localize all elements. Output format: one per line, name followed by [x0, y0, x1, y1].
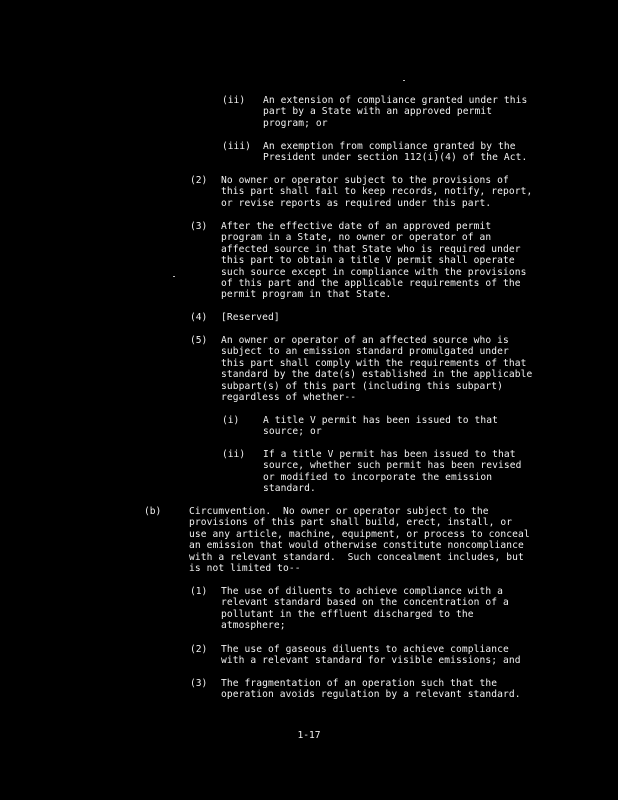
item-label: (5) — [190, 335, 208, 346]
scan-speck — [403, 80, 405, 81]
item-label: (ii) — [222, 95, 246, 106]
scan-speck — [173, 276, 175, 277]
section-label: (b) — [144, 506, 162, 517]
item-text: The use of gaseous diluents to achieve compliance with a relevant standard for visible emissions; and — [221, 644, 521, 667]
item-text: A title V permit has been issued to that source; or — [263, 415, 499, 438]
item-label: (1) — [190, 586, 208, 597]
item-label: (3) — [190, 221, 208, 232]
item-label: (i) — [222, 415, 240, 426]
item-label: (4) — [190, 312, 208, 323]
item-text: No owner or operator subject to the provisions of this part shall fail to keep records, notify, report, or revise reports as required under this part. — [221, 175, 533, 209]
item-text: The use of diluents to achieve compliance with a relevant standard based on the concentration of a pollutant in the effluent discharged to the atmosphere; — [221, 586, 509, 632]
item-text: An extension of compliance granted under this part by a State with an approved permit program; or — [263, 95, 528, 129]
item-text: An exemption from compliance granted by the President under section 112(i)(4) of the Act. — [263, 141, 528, 164]
page-number: 1-17 — [297, 730, 321, 741]
item-label: (2) — [190, 175, 208, 186]
item-text: An owner or operator of an affected source who is subject to an emission standard promulgated under this part shall comply with the requirements of that standard by the date(s) established in the applicable subpart(s) of this part (including this subpart) regardless of whether-- — [221, 335, 533, 404]
section-text: Circumvention. No owner or operator subject to the provisions of this part shall build, erect, install, or use any article, machine, equipment, or process to conceal an emission that would otherwise constitute noncompliance with a relevant standard. Such concealment includes, but is not limited to-- — [189, 506, 530, 575]
item-text: [Reserved] — [221, 312, 280, 323]
item-label: (3) — [190, 678, 208, 689]
item-text: After the effective date of an approved permit program in a State, no owner or operator of an affected source in that State who is required under this part to obtain a title V permit shall operate such source except in compliance with the provisions of this part and the applicable requirements of the permit program in that State. — [221, 221, 527, 301]
item-text: The fragmentation of an operation such that the operation avoids regulation by a relevant standard. — [221, 678, 521, 701]
item-text: If a title V permit has been issued to that source, whether such permit has been revised or modified to incorporate the emission standard. — [263, 449, 522, 495]
item-label: (ii) — [222, 449, 246, 460]
item-label: (iii) — [222, 141, 251, 152]
item-label: (2) — [190, 644, 208, 655]
